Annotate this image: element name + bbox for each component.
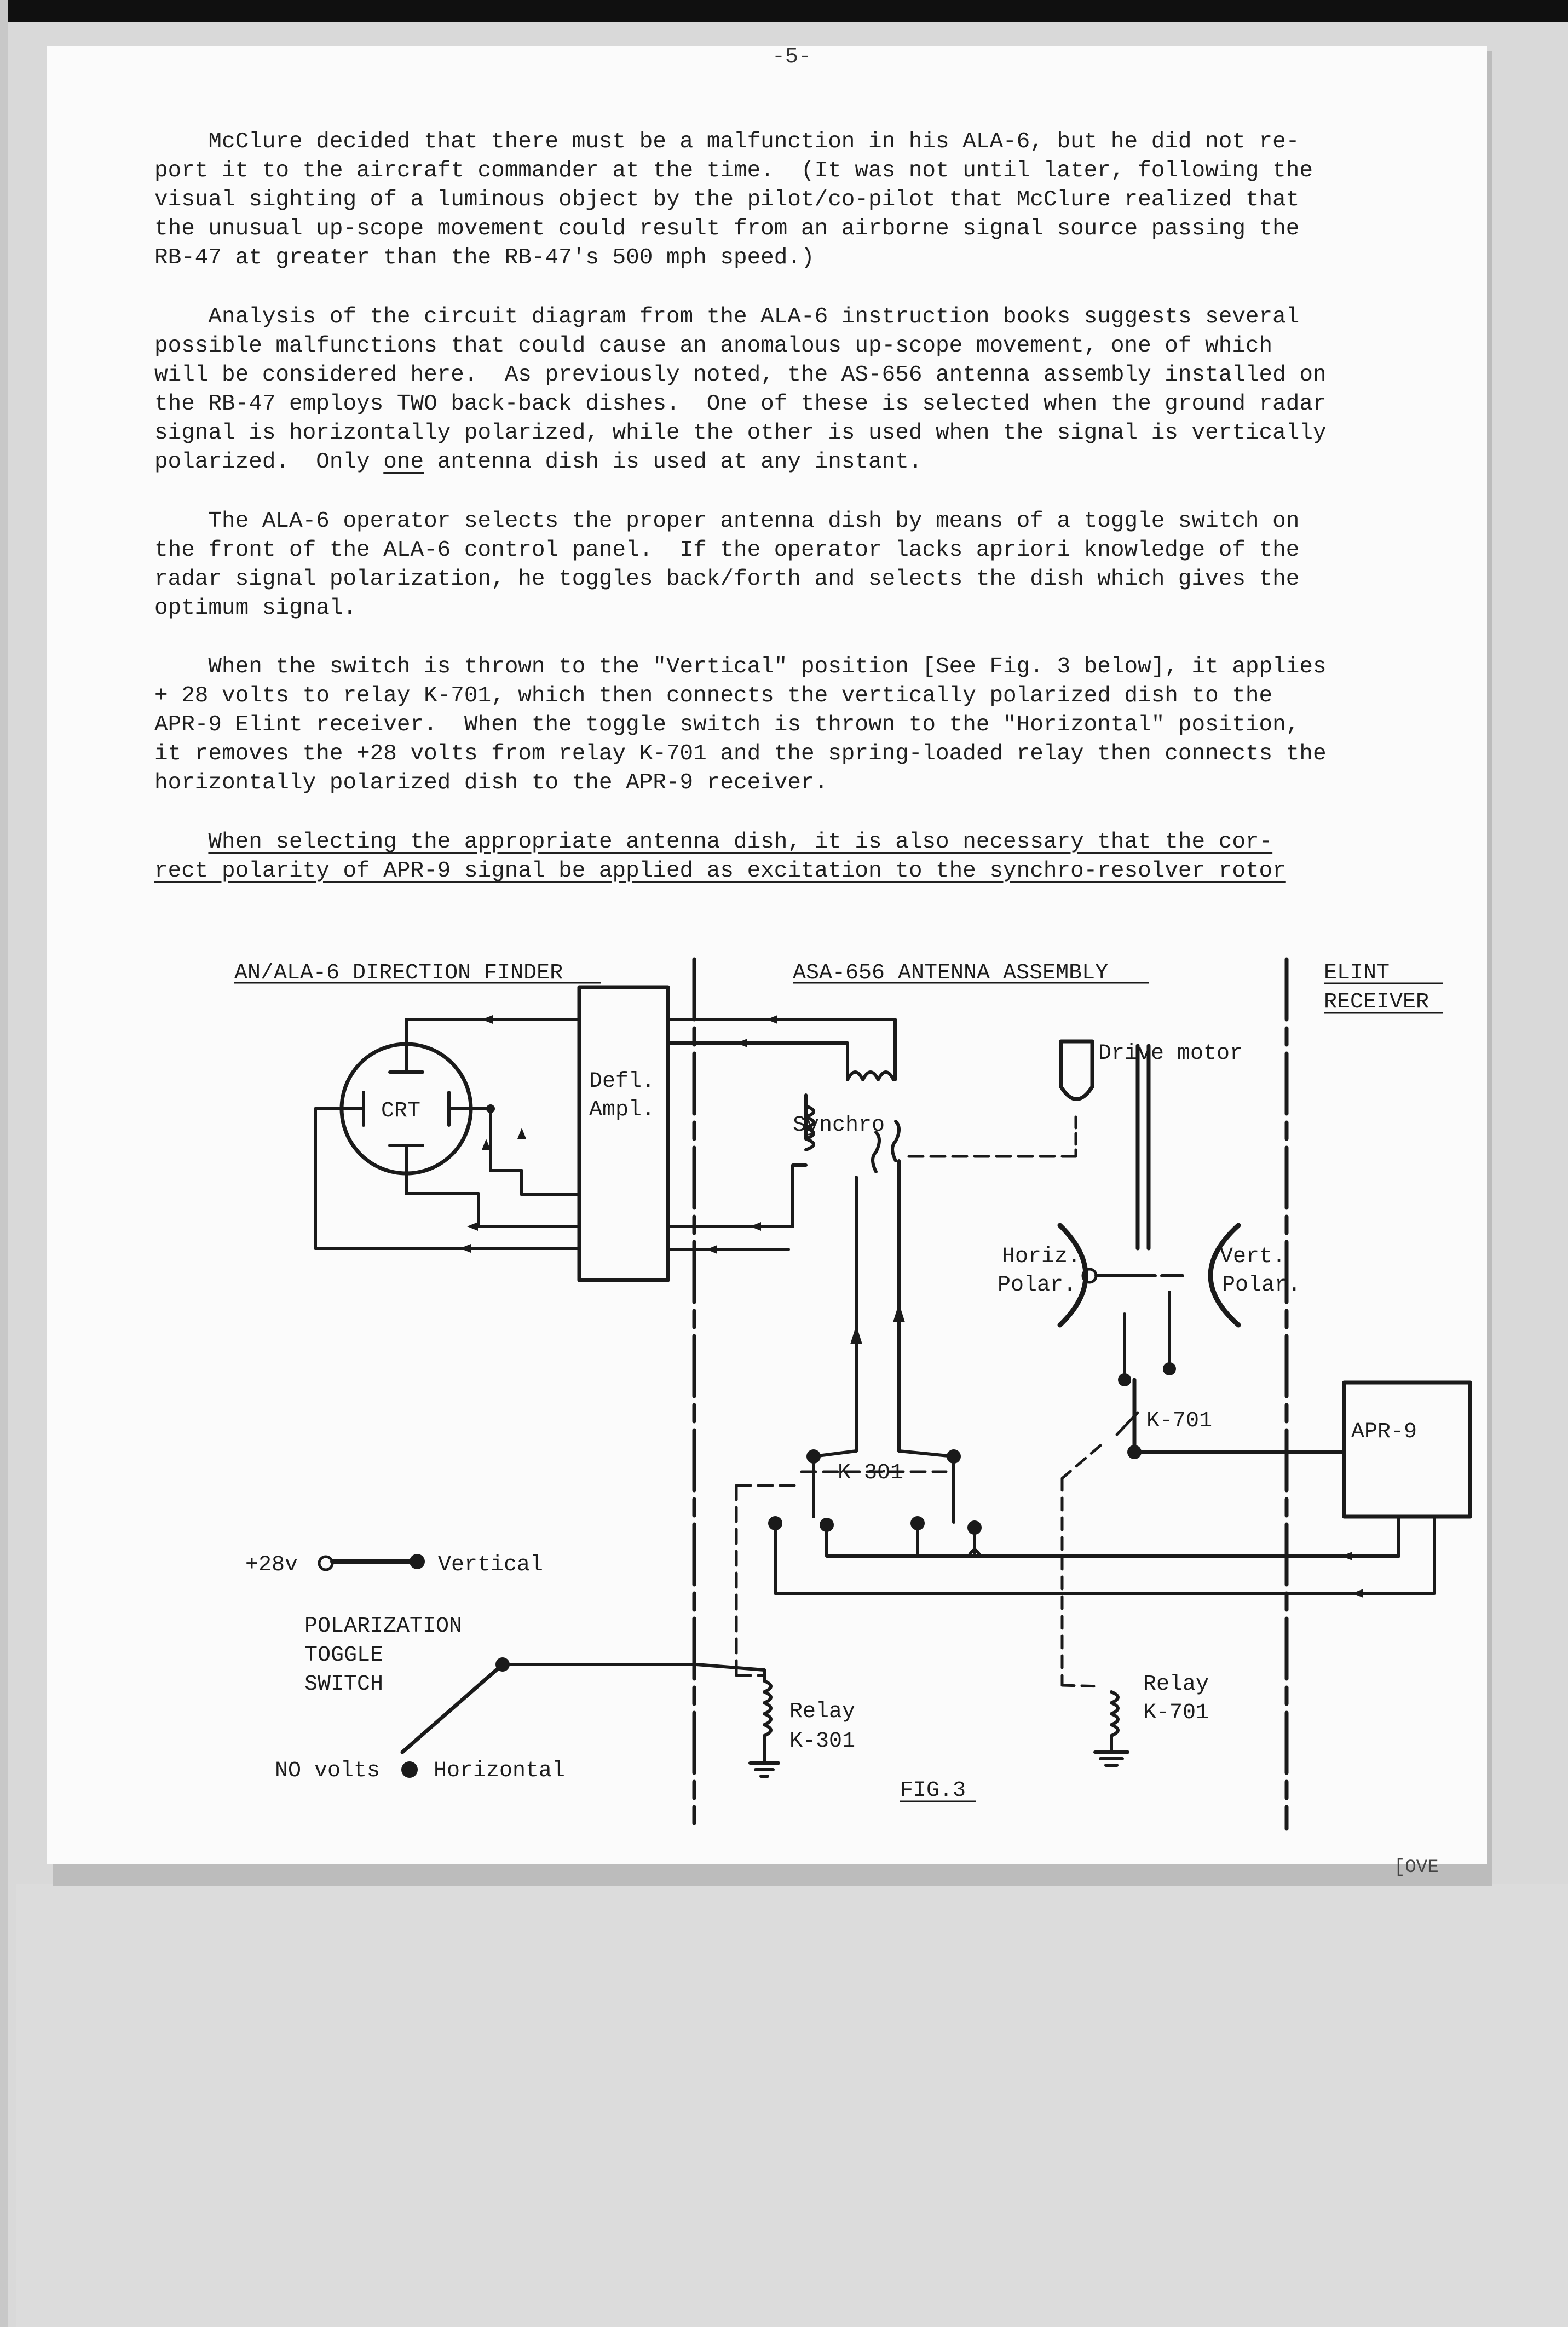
label-finder: AN/ALA-6 DIRECTION FINDER — [234, 961, 563, 986]
paragraph-1: McClure decided that there must be a malfunction in his ALA-6, but he did not re- port it to the aircraft commander at the time. (It was not until later, following the visual sighting of a luminous object by the pilot/co-pilot that McClure realized that the unusual up-scope movement could result from an airborne signal source passing the RB-47 at greater than the RB-47's 500 mph speed.) — [154, 129, 1313, 270]
label-horiz: Horiz. — [1002, 1245, 1081, 1269]
label-plus28v: +28v — [245, 1553, 298, 1577]
label-k701: K-701 — [1146, 1409, 1213, 1433]
label-ampl: Ampl. — [589, 1098, 655, 1122]
synchro-coil-top — [848, 1072, 893, 1080]
label-receiver: RECEIVER — [1324, 990, 1429, 1015]
label-relay-k301: Relay — [789, 1700, 856, 1724]
drive-motor — [1061, 1041, 1092, 1099]
paragraph-2: Analysis of the circuit diagram from the ALA-6 instruction books suggests several possible malfunctions that could cause an anomalous up-scope movement, one of which will be considered here. As previously noted, the AS-656 antenna assembly installed on the RB-47 employs TWO back-back dishes. One of these is selected when the ground radar signal is horizontally polarized, while the other is used when the signal is vertically polarized. Only one antenna dish is used at any instant. — [154, 304, 1327, 475]
label-relay-k701: Relay — [1143, 1672, 1209, 1697]
label-elint: ELINT — [1324, 961, 1390, 986]
relay-k301-coil — [764, 1681, 771, 1736]
apr9-box — [1344, 1383, 1470, 1517]
label-horizontal: Horizontal — [434, 1759, 566, 1783]
defl-ampl-box — [579, 987, 668, 1280]
page-number: -5- — [772, 45, 812, 70]
label-vert: Vert. — [1220, 1245, 1286, 1269]
page-corner-fragment: [OVE — [1394, 1857, 1439, 1878]
paragraph-5: When selecting the appropriate antenna dish, it is also necessary that the cor- rect polarity of APR-9 signal be applied as excitation to the synchro-resolver rotor — [154, 830, 1286, 884]
label-apr9: APR-9 — [1351, 1420, 1417, 1444]
label-crt: CRT — [381, 1099, 421, 1124]
synchro-rotor — [873, 1132, 879, 1172]
label-synchro: Synchro — [793, 1113, 885, 1138]
label-toggle: TOGGLE — [304, 1643, 384, 1668]
terminals — [401, 1104, 1176, 1778]
label-vertical: Vertical — [438, 1553, 544, 1577]
paragraph-4: When the switch is thrown to the "Vertical" position [See Fig. 3 below], it applies + 28 volts to relay K-701, which then connects the vertically polarized dish to the APR-9 Elint receiver. When the toggle switch is thrown to the "Horizontal" position, it removes the +28 volts from relay K-701 and the spring-loaded relay then connects the horizontally polarized dish to the APR-9 receiver. — [154, 654, 1327, 796]
label-vert-polar: Polar. — [1222, 1273, 1301, 1298]
toggle-lever — [402, 1664, 503, 1752]
label-k301: K-301 — [838, 1461, 904, 1485]
paragraph-3: The ALA-6 operator selects the proper antenna dish by means of a toggle switch on the front of the ALA-6 control panel. If the operator lacks apriori knowledge of the radar signal polarization, he toggles back/forth and selects the dish which gives the optimum signal. — [154, 509, 1300, 621]
label-relay-k701-id: K-701 — [1143, 1701, 1209, 1725]
emphasis-one: one — [383, 450, 424, 475]
relay-k701-coil — [1111, 1692, 1118, 1736]
label-antenna: ASA-656 ANTENNA ASSEMBLY — [793, 961, 1109, 986]
label-defl: Defl. — [589, 1069, 655, 1094]
label-horiz-polar: Polar. — [998, 1273, 1077, 1298]
label-drive-motor: Drive motor — [1098, 1041, 1243, 1066]
label-relay-k301-id: K-301 — [789, 1729, 856, 1754]
label-polarization: POLARIZATION — [304, 1614, 463, 1639]
label-no-volts: NO volts — [275, 1759, 381, 1783]
figure-caption: FIG.3 — [900, 1778, 966, 1803]
label-switch: SWITCH — [304, 1672, 384, 1697]
